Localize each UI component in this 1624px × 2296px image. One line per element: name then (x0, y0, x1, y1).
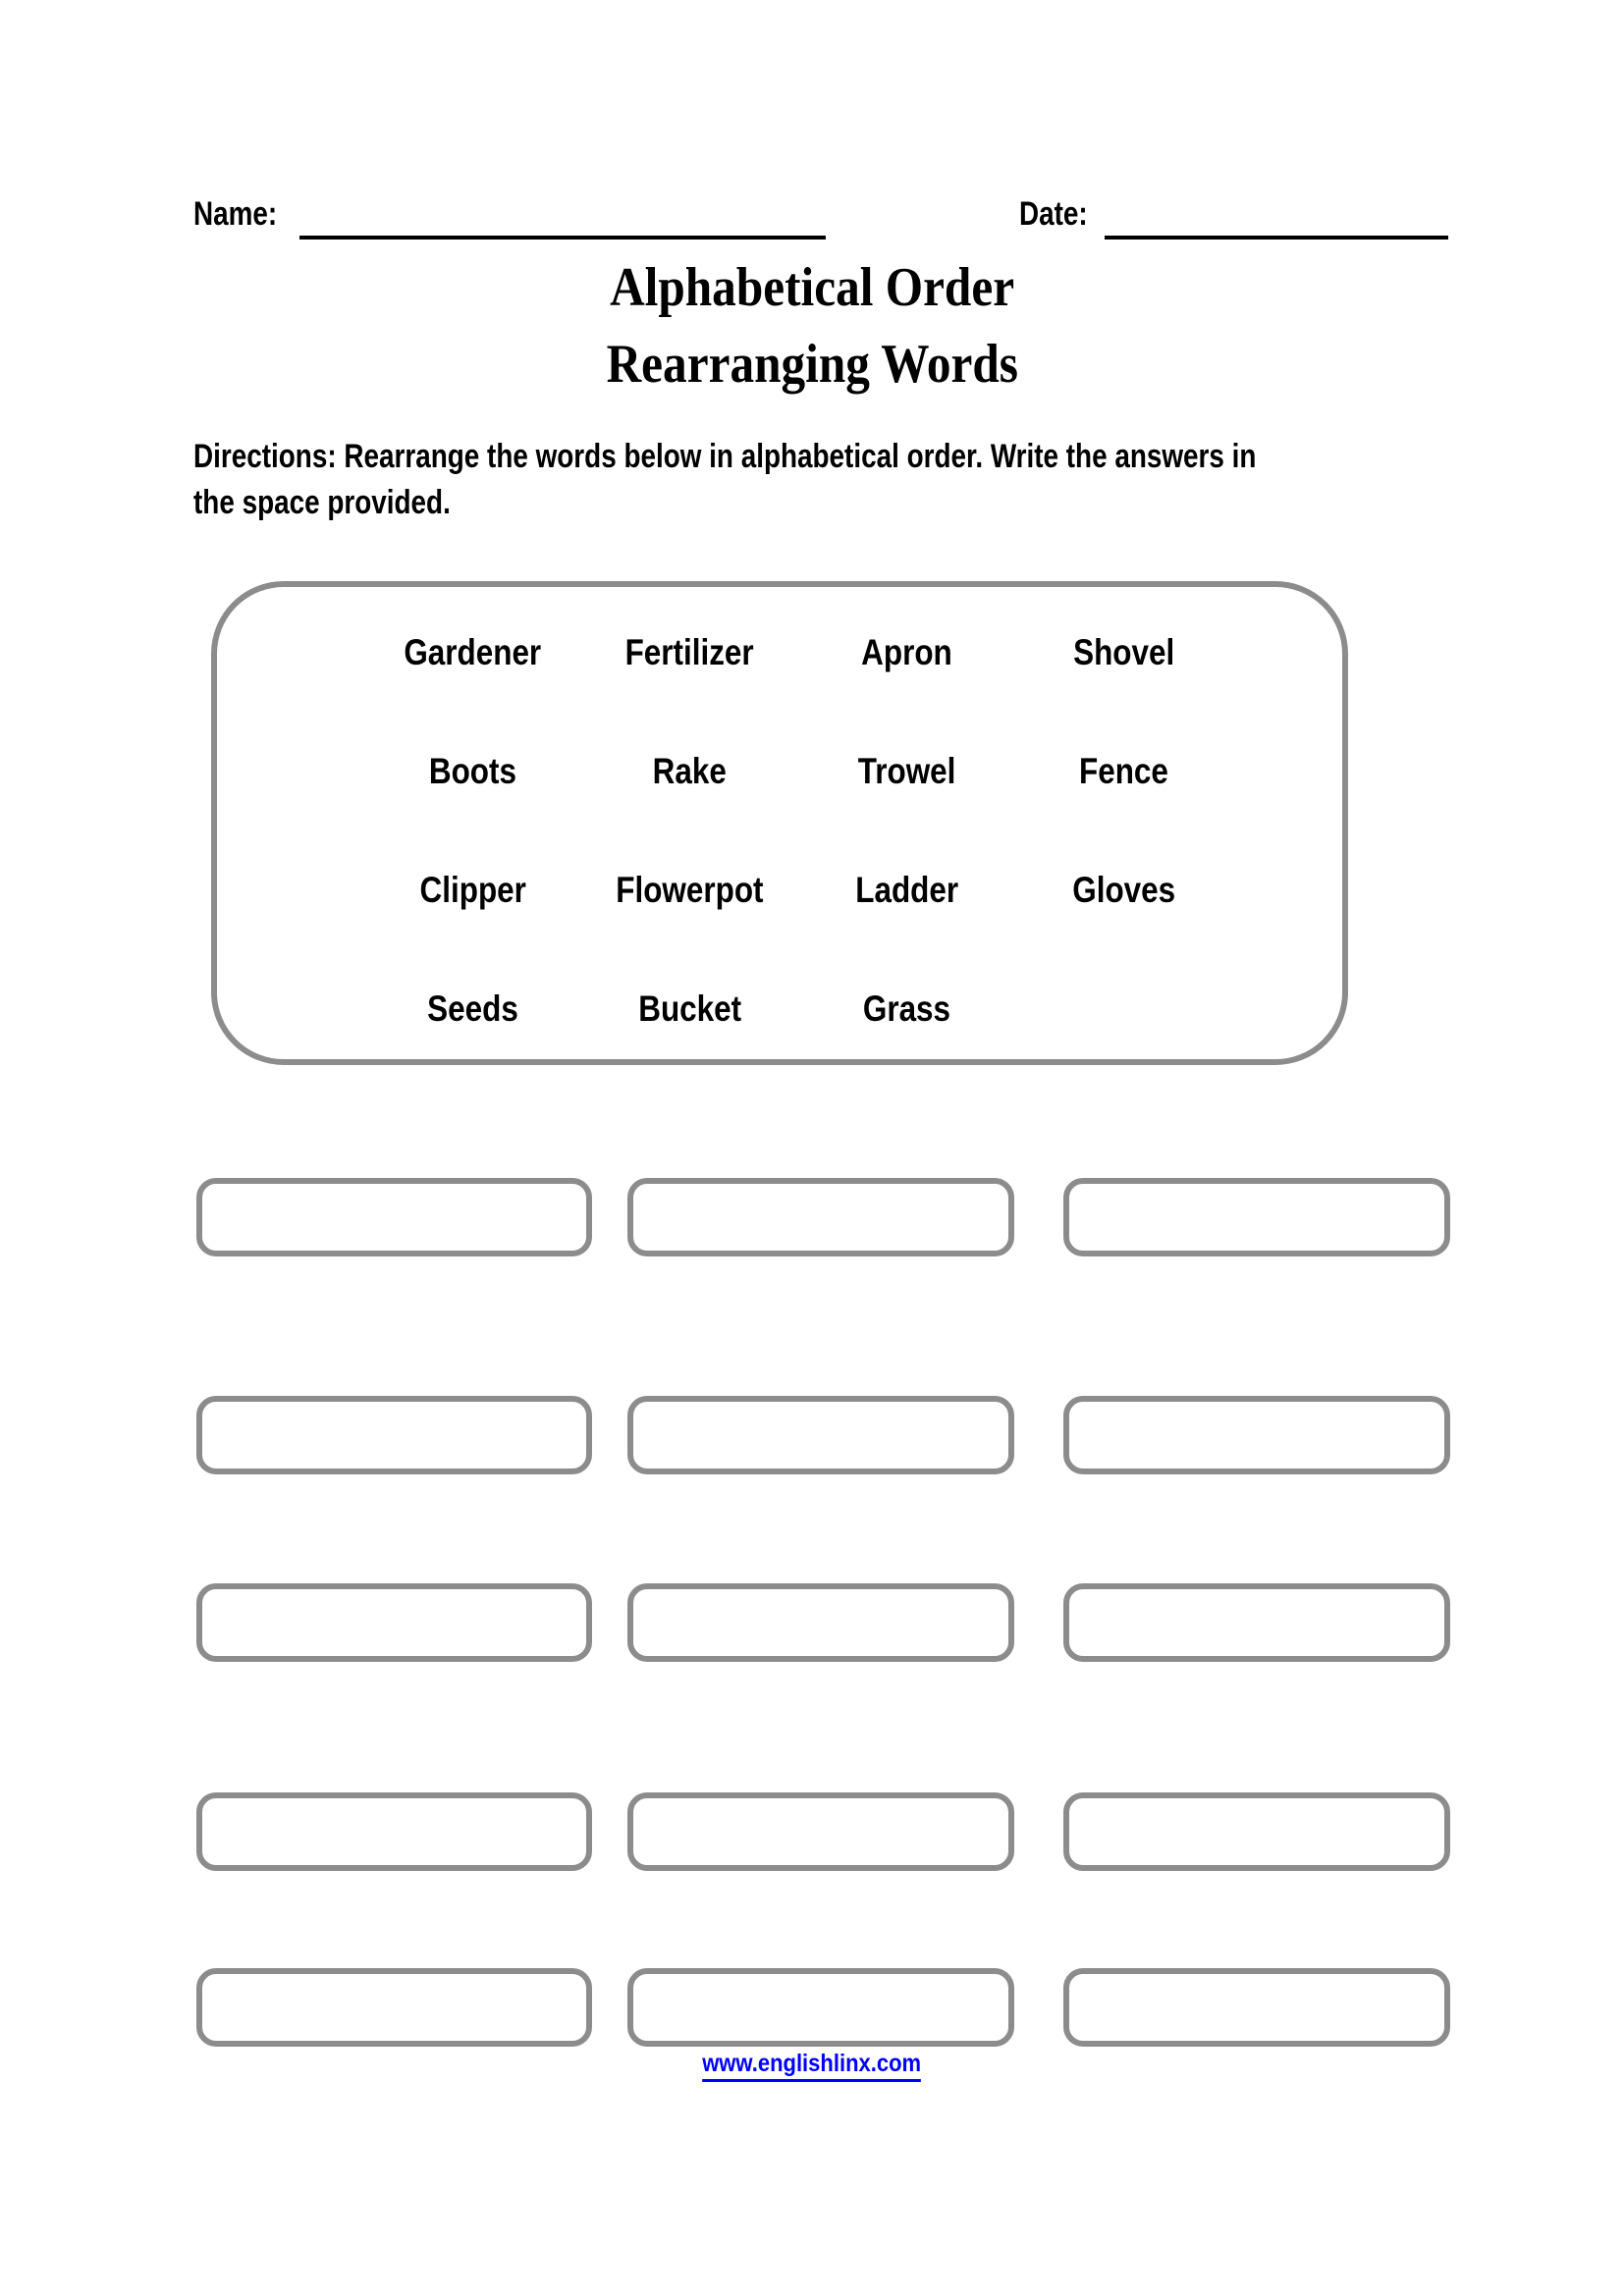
answer-box (196, 1583, 592, 1662)
word-bank-word: Gardener (404, 631, 542, 672)
word-bank-word: Clipper (419, 869, 526, 910)
answer-box (627, 1968, 1014, 2047)
word-bank-word: Gloves (1072, 869, 1175, 910)
page-title-line2: Rearranging Words (606, 334, 1018, 395)
answer-row (196, 1396, 1450, 1474)
answer-box (1063, 1583, 1450, 1662)
word-bank-word: Trowel (857, 750, 956, 791)
answer-box (1063, 1968, 1450, 2047)
answer-box (1063, 1396, 1450, 1474)
word-bank-word: Apron (861, 631, 952, 672)
answer-row (196, 1968, 1450, 2047)
footer (0, 2050, 1624, 2082)
footer-link[interactable]: www.englishlinx.com (703, 2050, 922, 2082)
word-bank-word: Fertilizer (624, 631, 755, 672)
answer-row (196, 1792, 1450, 1871)
date-label-text: Date: (1019, 195, 1088, 233)
answer-box (627, 1792, 1014, 1871)
answer-row (196, 1178, 1450, 1256)
answer-box (196, 1178, 592, 1256)
answer-box (196, 1968, 592, 2047)
answer-box (1063, 1792, 1450, 1871)
word-bank-word: Bucket (638, 988, 741, 1029)
answer-box (627, 1583, 1014, 1662)
answer-box (1063, 1178, 1450, 1256)
directions-text: Directions: Rearrange the words below in alphabetical order. Write the answers in the space provided. (193, 438, 1257, 521)
answer-box (627, 1178, 1014, 1256)
word-bank-word: Flowerpot (616, 869, 764, 910)
name-label-text: Name: (193, 195, 278, 233)
word-bank-word: Ladder (855, 869, 958, 910)
word-bank-word: Boots (428, 750, 517, 791)
word-bank-word: Seeds (427, 988, 518, 1029)
word-bank-word: Shovel (1072, 631, 1175, 672)
word-bank-word: Rake (652, 750, 728, 791)
page-title-line1: Alphabetical Order (609, 257, 1015, 318)
answer-row (196, 1583, 1450, 1662)
answer-box (196, 1792, 592, 1871)
word-bank-word: Fence (1079, 750, 1168, 791)
answer-box (196, 1396, 592, 1474)
answer-box (627, 1396, 1014, 1474)
word-bank-word: Grass (862, 988, 951, 1029)
